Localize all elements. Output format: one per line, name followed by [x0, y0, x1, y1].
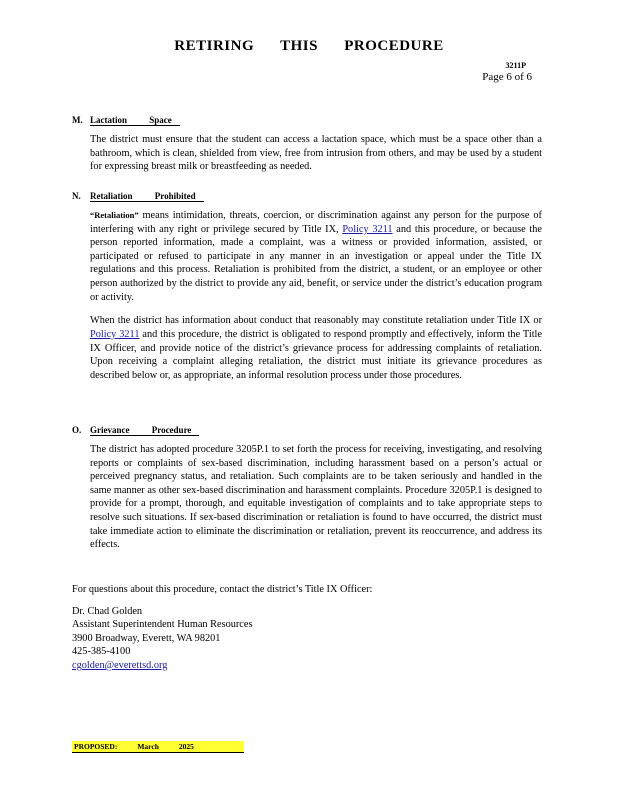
section-lactation-space: [72, 115, 542, 184]
section-letter: M.: [72, 115, 83, 125]
defined-term: “Retaliation”: [90, 210, 139, 220]
footer-month: March: [137, 742, 159, 751]
section-letter: N.: [72, 191, 81, 201]
section-heading: [72, 425, 542, 439]
contact-email-link[interactable]: cgolden@everettsd.org: [72, 659, 168, 671]
policy-3211-link[interactable]: Policy 3211: [90, 329, 140, 341]
section-paragraph: The district has adopted procedure 3205P.1 to set forth the process for receiving, investigating, and resolving reports or complaints of sex-based discrimination, including harassment based on a person’s actual or perceived pregnancy status, and retaliation. Such complaints are to be taken seriously and handled in the same manner as other sex-based discrimination and harassment complaints. Procedure 3205P.1 is designed to provide for a prompt, thorough, and equitable investigation of complaints and to take appropriate steps to resolve such situations. If sex-based discrimination or retaliation is found to have occurred, the district must take immediate action to eliminate the discrimination or retaliation, prevent its reoccurrence, and address its effects.: [90, 444, 542, 551]
paragraph-text: and this procedure, or because the person reported information, made a complaint, was a witness or provided information, assisted, or participated or refused to participate in any manner in an investigation or appeal under the Title IX regulations and this process. Retaliation is prohibited from the district, a student, or an employee or other person authorized by the district to provide any aid, benefit, or service under the district’s education program or activity.: [90, 223, 542, 303]
paragraph-text: When the district has information about conduct that reasonably may constitute retaliation under Title IX or: [90, 315, 542, 327]
contact-name: Dr. Chad Golden: [72, 605, 143, 617]
section-grievance-procedure: [72, 425, 542, 562]
footer-status: PROPOSED:: [74, 742, 118, 751]
section-paragraph: [90, 314, 542, 382]
section-heading: [72, 191, 542, 205]
footer-year: 2025: [178, 742, 194, 751]
contact-phone: 425-385-4100: [72, 646, 131, 658]
section-paragraph: [90, 209, 542, 304]
section-heading: [72, 115, 542, 129]
paragraph-text: and this procedure, the district is obligated to respond promptly and effectively, inform the Title IX Officer, and provide notice of the district’s grievance process for addressing complaints of retaliation. Upon receiving a complaint alleging retaliation, the district must initiate its grievance procedures as described below or, as appropriate, an informal resolution process under those procedures.: [90, 329, 542, 381]
section-title: Lactation Space: [90, 115, 180, 126]
page-title: RETIRING THIS PROCEDURE: [174, 38, 444, 54]
contact-address: 3900 Broadway, Everett, WA 98201: [72, 632, 221, 644]
proposed-date-footer: [72, 741, 244, 753]
contact-role: Assistant Superintendent Human Resources: [72, 619, 253, 631]
section-title: Grievance Procedure: [90, 425, 199, 436]
section-retaliation-prohibited: [72, 191, 542, 393]
contact-intro: For questions about this procedure, contact the district’s Title IX Officer:: [72, 584, 373, 595]
page-number: Page 6 of 6: [482, 71, 532, 83]
document-number: 3211P: [505, 61, 526, 70]
contact-block: [72, 583, 542, 673]
section-paragraph: The district must ensure that the student can access a lactation space, which must be a space other than a bathroom, which is clean, shielded from view, free from intrusion from others, and may be used by a student for expressing breast milk or breastfeeding as needed.: [90, 134, 542, 173]
section-letter: O.: [72, 425, 82, 435]
policy-3211-link[interactable]: Policy 3211: [342, 223, 393, 235]
section-title: Retaliation Prohibited: [90, 191, 204, 202]
paragraph-text: means intimidation, threats, coercion, or discrimination against any person for the purpose of interfering with any right or privilege secured by Title IX,: [90, 210, 542, 235]
